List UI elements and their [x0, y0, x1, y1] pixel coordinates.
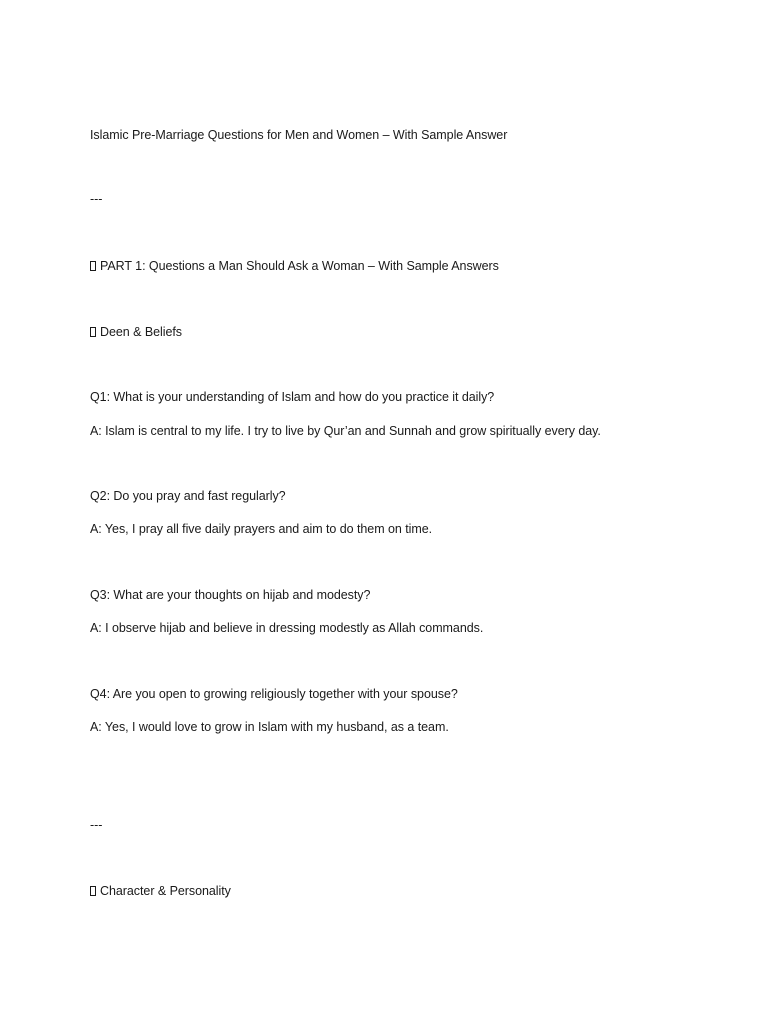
missing-glyph-icon	[90, 261, 96, 271]
section-heading-text: Character & Personality	[100, 884, 231, 898]
question-1: Q1: What is your understanding of Islam and how do you practice it daily?	[90, 390, 495, 404]
question-3: Q3: What are your thoughts on hijab and modesty?	[90, 588, 371, 602]
section-heading-character	[90, 883, 231, 899]
answer-4: A: Yes, I would love to grow in Islam with my husband, as a team.	[90, 720, 449, 734]
answer-2: A: Yes, I pray all five daily prayers and aim to do them on time.	[90, 522, 433, 536]
document-title: Islamic Pre-Marriage Questions for Men and Women – With Sample Answer	[90, 128, 508, 142]
answer-3: A: I observe hijab and believe in dressing modestly as Allah commands.	[90, 621, 484, 635]
separator: ---	[90, 818, 103, 832]
part-heading	[90, 258, 499, 274]
separator: ---	[90, 192, 103, 206]
missing-glyph-icon	[90, 886, 96, 896]
section-heading-deen	[90, 324, 182, 340]
missing-glyph-icon	[90, 327, 96, 337]
question-4: Q4: Are you open to growing religiously together with your spouse?	[90, 687, 458, 701]
answer-1: A: Islam is central to my life. I try to live by Qur’an and Sunnah and grow spiritually every day.	[90, 424, 601, 438]
section-heading-text: Deen & Beliefs	[100, 325, 182, 339]
question-2: Q2: Do you pray and fast regularly?	[90, 489, 286, 503]
part-heading-text: PART 1: Questions a Man Should Ask a Woman – With Sample Answers	[100, 259, 499, 273]
